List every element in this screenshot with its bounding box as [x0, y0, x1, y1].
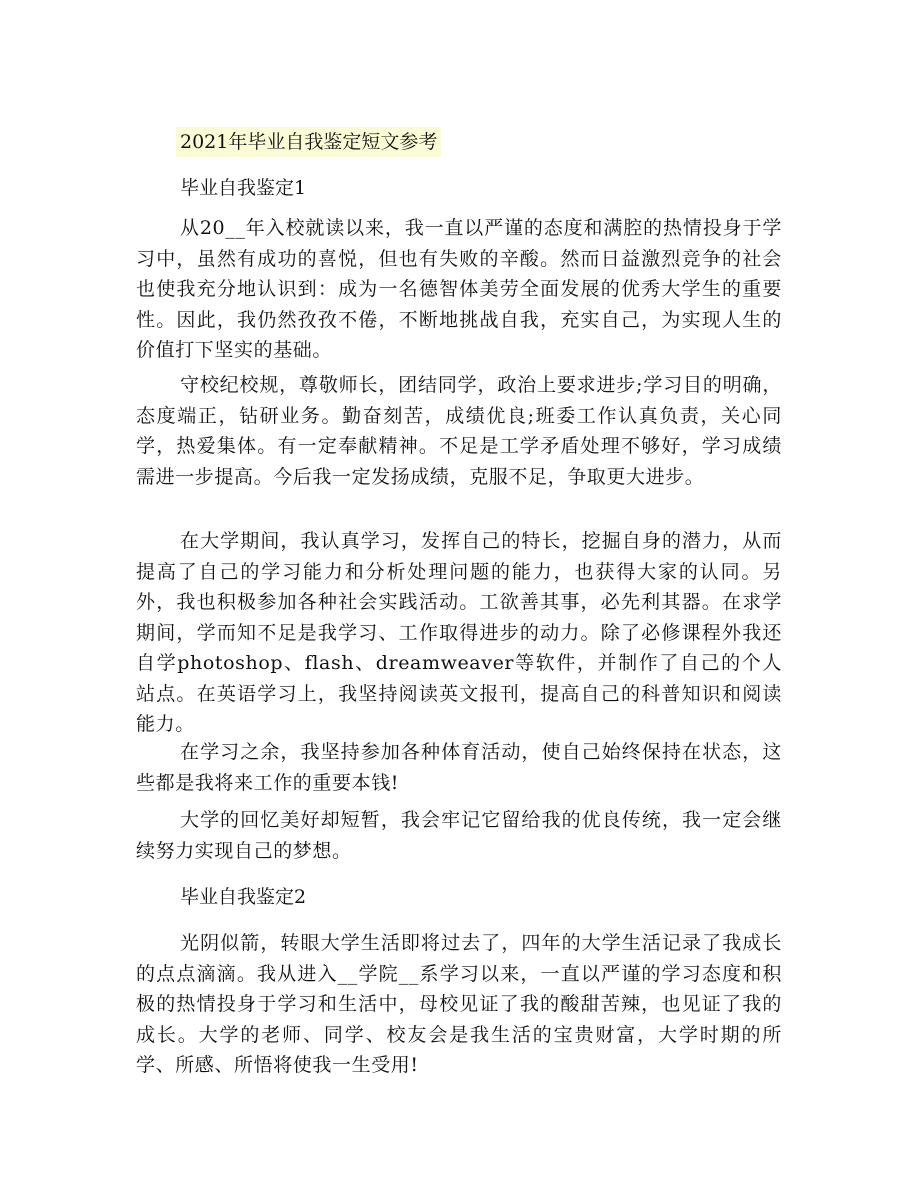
- document-title: 2021年毕业自我鉴定短文参考: [176, 127, 441, 157]
- section-heading-2: 毕业自我鉴定2: [180, 886, 307, 908]
- paragraph: 从20__年入校就读以来，我一直以严谨的态度和满腔的热情投身于学习中，虽然有成功的喜悦，但也有失败的辛酸。然而日益激烈竞争的社会也使我充分地认识到：成为一名德智体美劳全面发展的优秀大学生的重要性。因此，我仍然孜孜不倦，不断地挑战自我，充实自己，为实现人生的价值打下坚实的基础。: [136, 217, 782, 361]
- paragraph: 在大学期间，我认真学习，发挥自己的特长，挖掘自身的潜力，从而提高了自己的学习能力和分析处理问题的能力，也获得大家的认同。另外，我也积极参加各种社会实践活动。工欲善其事，必先利其器。在求学期间，学而知不足是我学习、工作取得进步的动力。除了必修课程外我还自学photoshop、flash、dreamweaver等软件，并制作了自己的个人站点。在英语学习上，我坚持阅读英文报刊，提高自己的科普知识和阅读能力。: [136, 530, 782, 735]
- paragraph: 光阴似箭，转眼大学生活即将过去了，四年的大学生活记录了我成长的点点滴滴。我从进入__学院__系学习以来，一直以严谨的学习态度和积极的热情投身于学习和生活中，母校见证了我的酸甜苦辣，也见证了我的成长。大学的老师、同学、校友会是我生活的宝贵财富，大学时期的所学、所感、所悟将使我一生受用!: [136, 932, 782, 1076]
- paragraph: 守校纪校规，尊敬师长，团结同学，政治上要求进步;学习目的明确，态度端正，钻研业务。勤奋刻苦，成绩优良;班委工作认真负责，关心同学，热爱集体。有一定奉献精神。不足是工学矛盾处理不够好，学习成绩需进一步提高。今后我一定发扬成绩，克服不足，争取更大进步。: [136, 374, 782, 488]
- paragraph: 大学的回忆美好却短暂，我会牢记它留给我的优良传统，我一定会继续努力实现自己的梦想。: [136, 809, 782, 862]
- section-heading-1: 毕业自我鉴定1: [180, 177, 307, 199]
- paragraph: 在学习之余，我坚持参加各种体育活动，使自己始终保持在状态，这些都是我将来工作的重要本钱!: [136, 741, 782, 794]
